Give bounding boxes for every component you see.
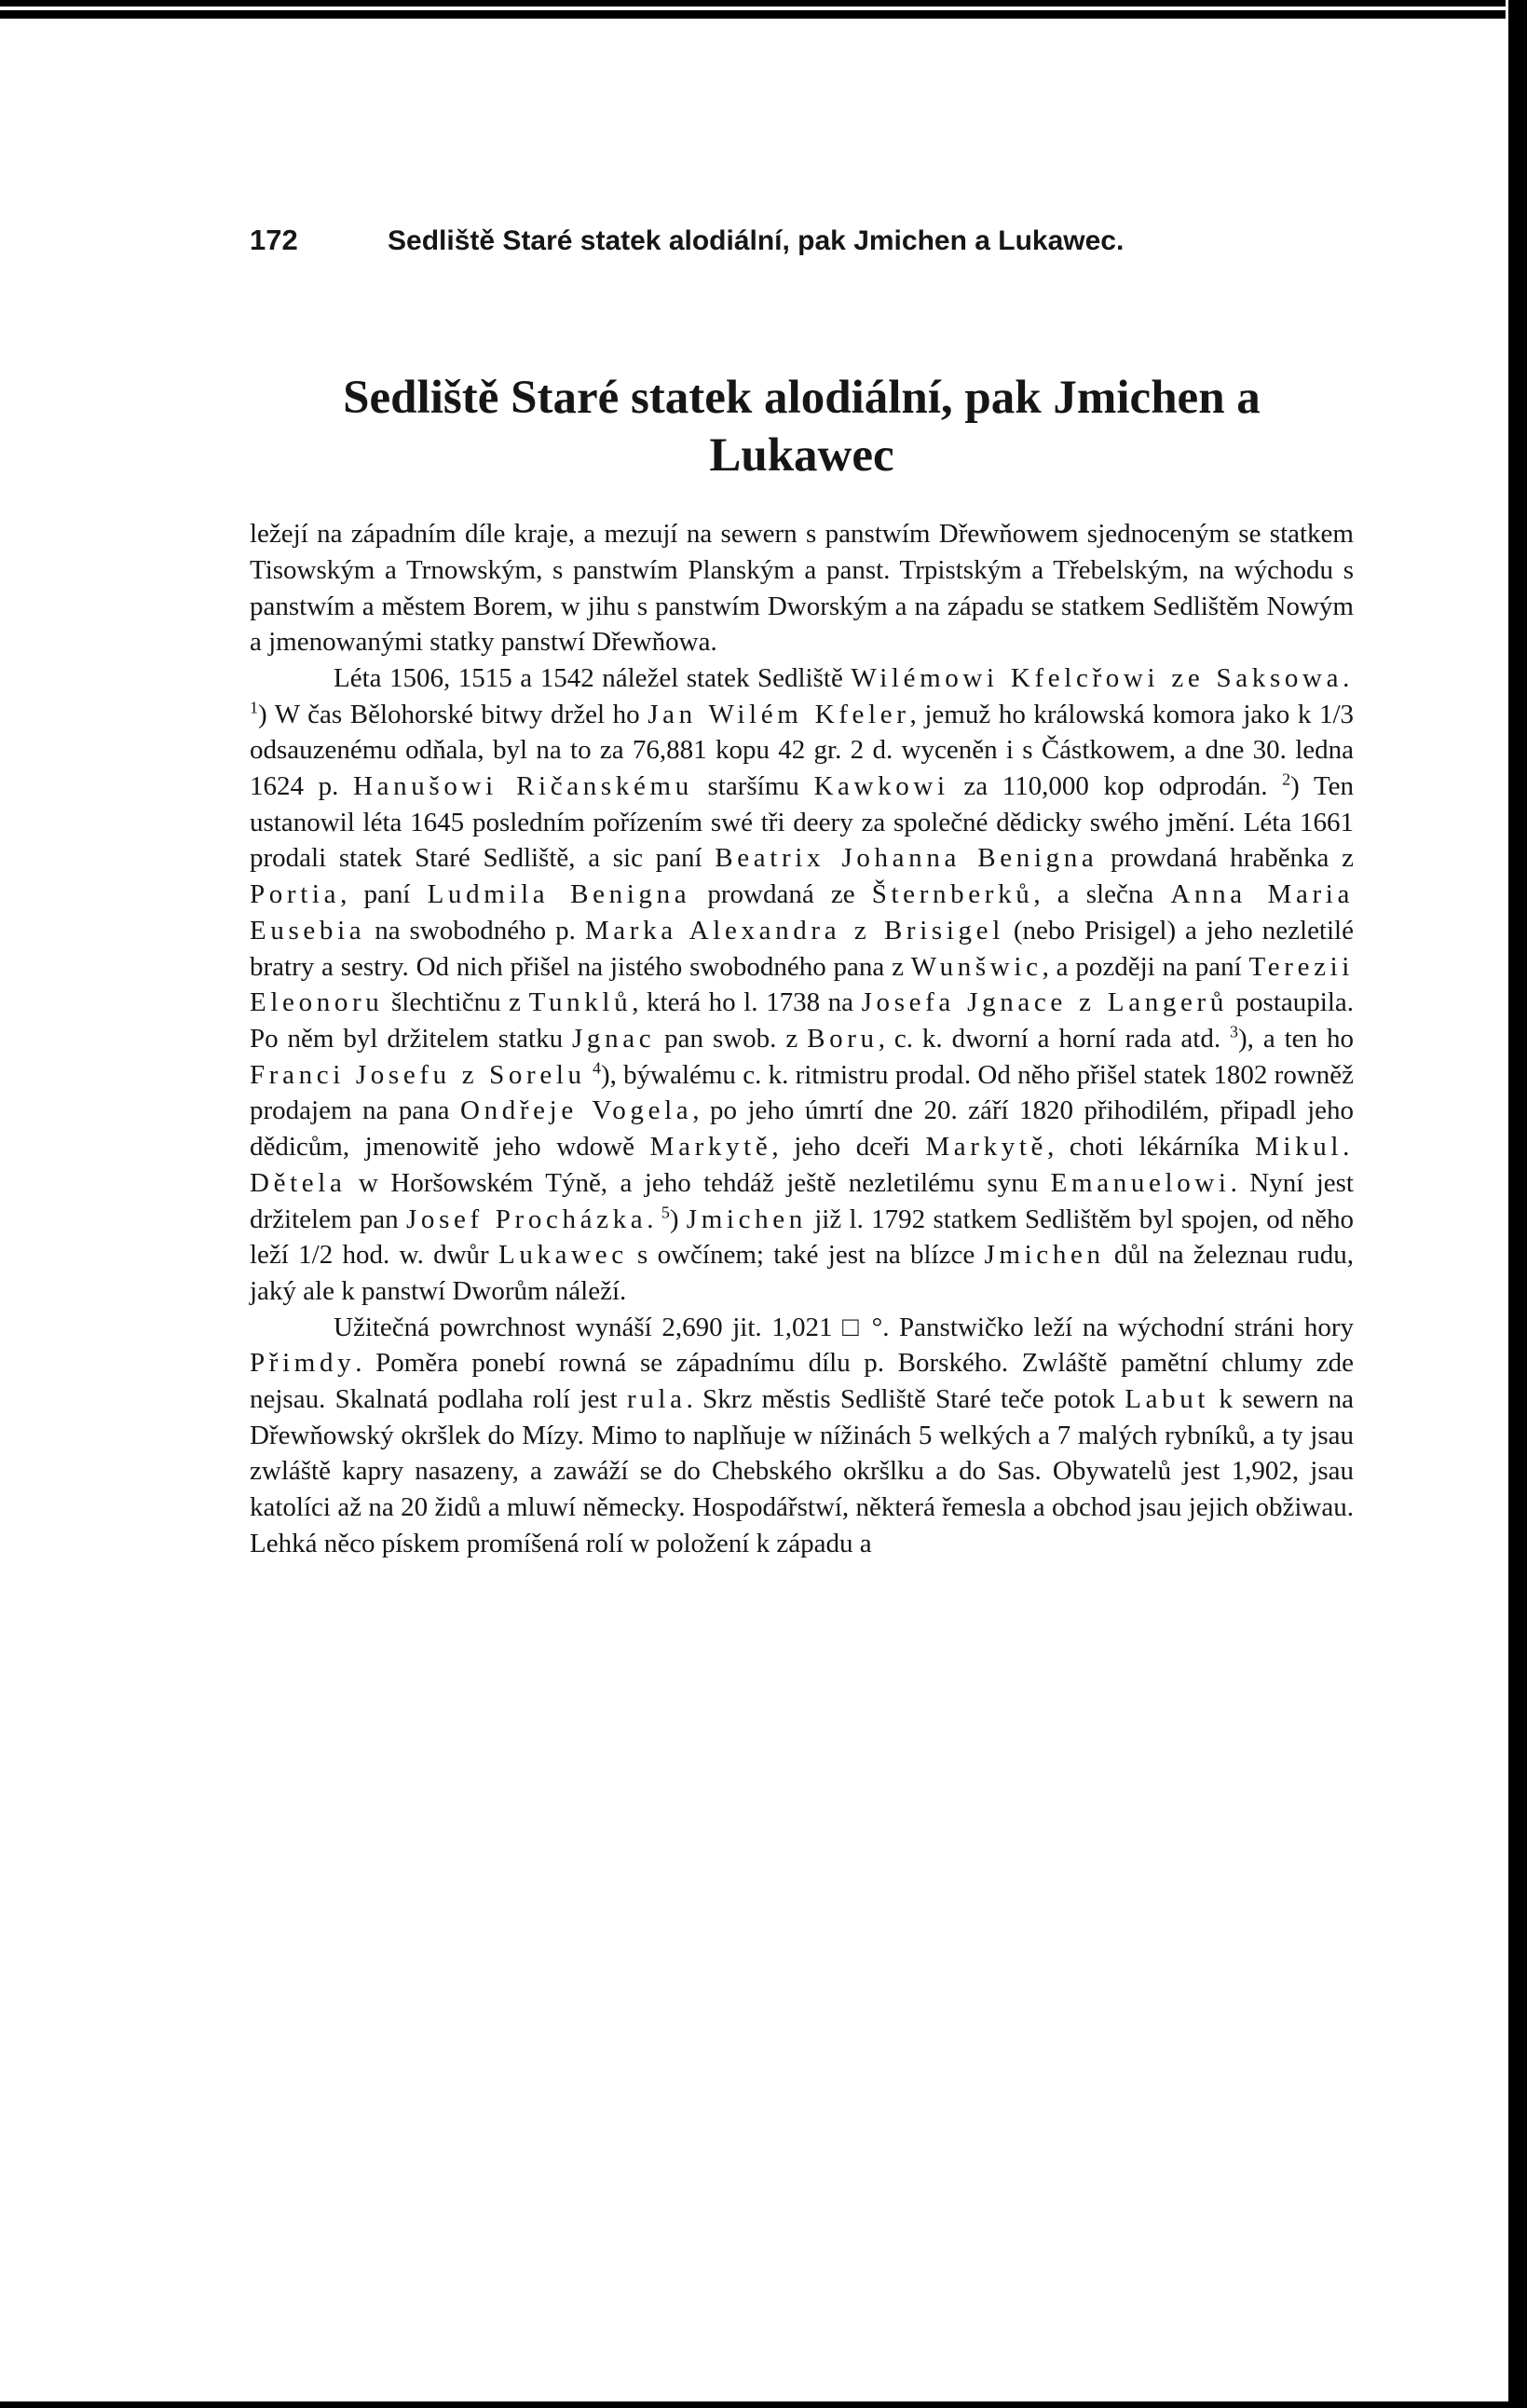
text-run: , paní (340, 879, 428, 910)
spaced-name: Portia (250, 879, 341, 910)
text-run: s owčínem; také jest na blízce (627, 1240, 985, 1271)
text-run: ) W čas Bělohorské bitwy držel ho (257, 699, 648, 729)
text-run: , jemuž ho králowská komora jako k (909, 699, 1319, 729)
scan-right-border (1506, 0, 1527, 2408)
text-run: pan swob. z (655, 1024, 808, 1054)
spaced-name: Ludmila Benigna (427, 879, 691, 910)
fraction: 1/2 (298, 1240, 334, 1271)
text-run: , c. k. dworní a horní rada atd. (878, 1024, 1231, 1054)
spaced-name: Mikul. Dětela (250, 1132, 1354, 1198)
text-run: ), a ten ho (1238, 1024, 1354, 1054)
text-run: již l. 1792 statkem Sedlištěm byl spojen, od něho leží (250, 1204, 1354, 1271)
spaced-name: Kawkowi (813, 771, 949, 802)
spaced-name: Terezii Eleonoru (250, 951, 1354, 1018)
article-body (250, 516, 1354, 1561)
text-run: Léta 1506, 1515 a 1542 náležel statek Sedliště (334, 662, 852, 693)
footnote-marker: 2 (1282, 769, 1291, 789)
spaced-name: Ondřeje Vogela (460, 1095, 693, 1126)
text-run: . Nyní jest držitelem pan (250, 1167, 1354, 1234)
spaced-name: Labut (1125, 1384, 1210, 1415)
text-run: w Horšowském Týně, a jeho tehdáž ještě nezletilému synu (346, 1167, 1051, 1198)
book-page (250, 224, 1354, 1562)
spaced-name: Josef Procházka (406, 1204, 648, 1234)
text-run: ) (669, 1204, 687, 1234)
footnote-marker: 3 (1230, 1022, 1238, 1041)
spaced-name: Jmichen (686, 1204, 807, 1234)
spaced-name: Franci Josefu z Sorelu (250, 1059, 586, 1090)
spaced-name: Markytě (925, 1132, 1048, 1163)
scan-top-border (0, 0, 1527, 19)
article-title (250, 369, 1354, 484)
text-run: důl na železnau rudu, jaký ale k panstwí Dworům náleží. (250, 1240, 1354, 1306)
text-run: , která ho l. 1738 na (632, 987, 862, 1018)
spaced-name: Hanušowi Ričanskému (353, 771, 693, 802)
text-run: , po jeho úmrtí dne 20. září 1820 přihodilém, připadl jeho dědicům, jmenowitě jeho wdowě (250, 1095, 1354, 1163)
text-run: hod. w. dwůr (333, 1240, 498, 1271)
text-run: staršímu (692, 771, 814, 802)
text-run: prowdaná hraběnka z (1098, 843, 1354, 874)
text-run: , a později na paní (1042, 951, 1249, 982)
text-run: . Poměra ponebí rowná se západnímu dílu p. Borského. Zwláště pamětní chlumy zde nejsau. Skalnatá podlaha rolí jest (250, 1348, 1354, 1415)
spaced-name: Anna Maria Eusebia (250, 879, 1354, 946)
footnote-marker: 1 (250, 698, 258, 717)
footnote-marker: 5 (661, 1202, 670, 1221)
spaced-name: Jgnac (572, 1024, 656, 1054)
spaced-name: Josefa Jgnace z Langerů (861, 987, 1228, 1018)
square-symbol: □ (842, 1312, 862, 1342)
text-run: postaupila. Po něm byl držitelem statku (250, 987, 1355, 1054)
text-run: šlechtičnu z (383, 987, 529, 1018)
text-run: , choti lékárníka (1047, 1132, 1255, 1163)
spaced-name: Markytě (649, 1132, 772, 1163)
spaced-name: Šternberků (871, 879, 1034, 910)
text-run: , jeho dceři (771, 1132, 926, 1163)
text-run: Užitečná powrchnost wynáší 2,690 jit. 1,021 (334, 1312, 843, 1342)
spaced-name: Emanuelowi (1050, 1167, 1231, 1198)
text-run: ) Ten ustanowil léta 1645 posledním pořízením swé tři deery za společné dědicky swého jmění. Léta 1661 prodali statek Staré Sedliště, a sic paní (250, 771, 1355, 874)
running-title: Sedliště Staré statek alodiální, pak Jmichen a Lukawec. (388, 225, 1125, 256)
spaced-name: Jmichen (984, 1240, 1105, 1271)
footnote-marker: 4 (592, 1058, 601, 1078)
text-run: (nebo Prisigel) a jeho nezletilé bratry a sestry. Od nich přišel na jistého swobodného pana z (250, 915, 1354, 982)
article-title-line-1: Sedliště Staré statek alodiální, pak Jmichen a (343, 372, 1261, 424)
spaced-name: Jan Wilém Kfeler (648, 699, 910, 729)
text-run: odsauzenému odňala, byl na to za 76,881 kopu 42 gr. 2 d. wyceněn i s Částkowem, a dne 30. ledna 1624 p. (250, 735, 1354, 802)
scan-bottom-border (0, 2401, 1527, 2408)
text-run: ), býwalému c. k. ritmistru prodal. Od něho přišel statek 1802 rowněž prodajem na pana (250, 1059, 1355, 1126)
text-run: , a slečna (1033, 879, 1171, 910)
spaced-name: Wunšwic (910, 951, 1043, 982)
text-run: prowdaná ze (690, 879, 872, 910)
text-run: k sewern na Dřewňowský okršlek do Mízy. Mimo to naplňuje w nížinách 5 welkých a 7 malých rybníků, a ty jsau zwláště kapry nasazeny, a zawáží se do Chebského okršlku a do Sas. Obywatelů jest 1,902, jsau katolíci až na 20 židů a mluwí německy. Hospodářstwí, některá řemesla a obchod jsau jejich obžiwau. Lehká něco pískem promíšená rolí w položení k západu a (250, 1384, 1354, 1558)
text-run: na swobodného p. (365, 915, 585, 946)
spaced-name: Lukawec (498, 1240, 628, 1271)
spaced-name: Marka Alexandra z Brisigel (584, 915, 1004, 946)
fraction: 1/3 (1318, 699, 1354, 729)
text-run: °. Panstwičko leží na wýchodní stráni hory (861, 1312, 1354, 1342)
paragraph-geography (250, 1310, 1354, 1562)
page-number: 172 (250, 224, 298, 256)
paragraph-location (250, 516, 1354, 660)
spaced-name: Wilémowi Kfelcřowi ze Saksowa. (851, 662, 1354, 693)
spaced-name: Tunklů (528, 987, 633, 1018)
spaced-name: Beatrix Johanna Benigna (715, 843, 1098, 874)
running-head (250, 224, 1354, 265)
article-title-line-2: Lukawec (709, 429, 894, 482)
text-run: ležejí na západním díle kraje, a mezují na sewern s panstwím Dřewňowem sjednoceným se statkem Tisowským a Trnowským, s panstwím Planským a panst. Trpistským a Třebelským, na wýchodu s panstwím a městem Borem, w jihu s panstwím Dworským a na západu se statkem Sedlištěm Nowým a jmenowanými statky panstwí Dřewňowa. (250, 519, 1354, 658)
spaced-name: Boru (807, 1024, 879, 1054)
text-run: . (647, 1204, 661, 1234)
text-run: . Skrz městis Sedliště Staré teče potok (686, 1384, 1125, 1415)
spaced-name: Přimdy (250, 1348, 356, 1379)
text-run: za 110,000 kop odprodán. (948, 771, 1283, 802)
paragraph-history (250, 660, 1354, 1310)
spaced-name: rula (626, 1384, 687, 1415)
